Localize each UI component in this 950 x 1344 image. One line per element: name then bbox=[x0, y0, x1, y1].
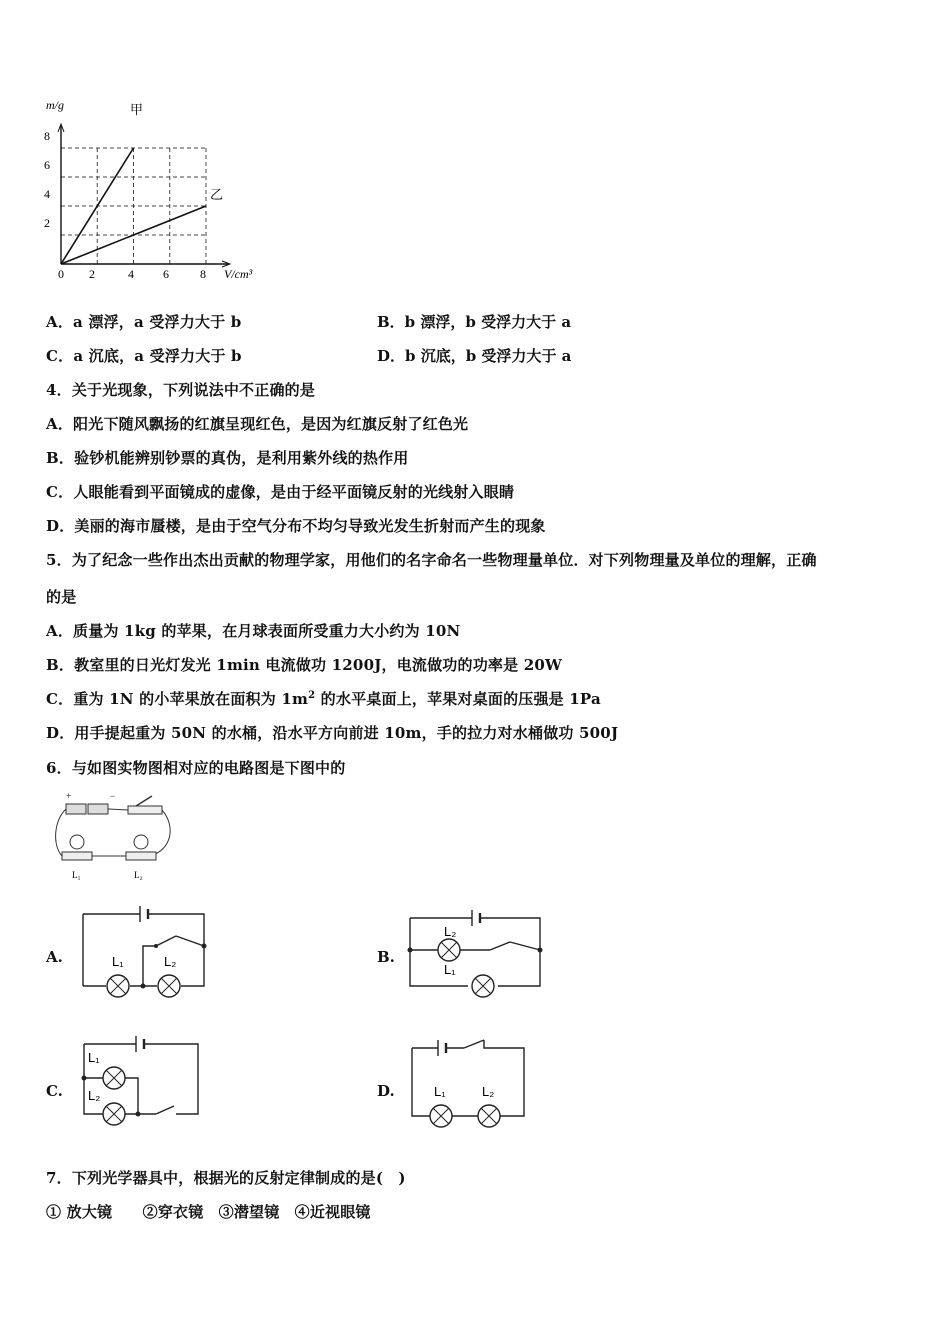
q5-option-d[interactable]: D．用手提起重为 50N 的水桶，沿水平方向前进 10m，手的拉力对水桶做功 500J bbox=[46, 724, 619, 742]
label-l1: L₁ bbox=[88, 1050, 100, 1065]
q5-stem-line2: 的是 bbox=[46, 588, 77, 606]
q5-option-c-post: 的水平桌面上，苹果对桌面的压强是 1Pa bbox=[315, 690, 601, 708]
label-l1: L₁ bbox=[444, 962, 456, 977]
label-l2: L₂ bbox=[164, 954, 177, 969]
q5-stem-line1: 5．为了纪念一些作出杰出贡献的物理学家，用他们的名字命名一些物理量单位．对下列物理量及单位的理解，正确 bbox=[46, 551, 817, 569]
q6-stem: 6．与如图实物图相对应的电路图是下图中的 bbox=[46, 759, 346, 777]
photo-label-l1: L₁ bbox=[72, 870, 81, 880]
q7-stem: 7．下列光学器具中，根据光的反射定律制成的是( ) bbox=[46, 1169, 406, 1187]
lamp-l1-icon bbox=[472, 975, 494, 997]
battery-pack-icon bbox=[66, 791, 115, 814]
q7-options[interactable]: ① 放大镜 ②穿衣镜 ③潜望镜 ④近视眼镜 bbox=[46, 1203, 371, 1221]
switch-icon bbox=[128, 796, 162, 814]
q5-option-c[interactable] bbox=[46, 688, 601, 709]
graph-xlabel: V/cm³ bbox=[224, 267, 253, 281]
mass-volume-graph bbox=[30, 92, 270, 292]
svg-text:+: + bbox=[66, 791, 72, 801]
physical-circuit-photo bbox=[48, 790, 178, 885]
x-tick-2: 2 bbox=[89, 267, 95, 281]
lamp-l2-icon bbox=[103, 1103, 125, 1125]
circuit-diagram-d[interactable] bbox=[404, 1034, 534, 1130]
svg-text:−: − bbox=[110, 791, 116, 801]
x-tick-0: 0 bbox=[58, 267, 64, 281]
y-tick-6: 6 bbox=[44, 158, 50, 172]
y-tick-4: 4 bbox=[44, 187, 50, 201]
q6-option-c-label[interactable]: C. bbox=[46, 1082, 63, 1100]
q3-option-c[interactable]: C．a 沉底，a 受浮力大于 b bbox=[46, 347, 242, 365]
q3-option-a[interactable]: A．a 漂浮，a 受浮力大于 b bbox=[46, 313, 242, 331]
q5-option-a[interactable]: A．质量为 1kg 的苹果，在月球表面所受重力大小约为 10N bbox=[46, 622, 461, 640]
q3-option-b[interactable]: B．b 漂浮，b 受浮力大于 a bbox=[377, 313, 572, 331]
lamp-l2-icon bbox=[478, 1105, 500, 1127]
bulb-l1-icon bbox=[62, 835, 92, 860]
circuit-diagram-c[interactable] bbox=[78, 1030, 206, 1130]
q6-option-b-label[interactable]: B. bbox=[377, 948, 395, 966]
q4-stem: 4．关于光现象，下列说法中不正确的是 bbox=[46, 381, 316, 399]
lamp-l1-icon bbox=[430, 1105, 452, 1127]
label-l1: L₁ bbox=[112, 954, 124, 969]
q3-option-d[interactable]: D．b 沉底，b 受浮力大于 a bbox=[377, 347, 572, 365]
q5-option-c-sup: 2 bbox=[308, 690, 316, 701]
graph-line-label-jia: 甲 bbox=[130, 102, 144, 117]
q6-option-a-label[interactable]: A. bbox=[46, 948, 63, 966]
label-l2: L₂ bbox=[88, 1088, 101, 1103]
lamp-l2-icon bbox=[158, 975, 180, 997]
q4-option-c[interactable]: C．人眼能看到平面镜成的虚像，是由于经平面镜反射的光线射入眼睛 bbox=[46, 483, 515, 501]
lamp-l1-icon bbox=[107, 975, 129, 997]
q6-option-d-label[interactable]: D. bbox=[377, 1082, 395, 1100]
circuit-diagram-a[interactable] bbox=[78, 900, 213, 1000]
q4-option-d[interactable]: D．美丽的海市蜃楼，是由于空气分布不均匀导致光发生折射而产生的现象 bbox=[46, 517, 546, 535]
q5-option-b[interactable]: B．教室里的日光灯发光 1min 电流做功 1200J，电流做功的功率是 20W bbox=[46, 656, 563, 674]
q5-option-c-pre: C．重为 1N 的小苹果放在面积为 1m bbox=[46, 690, 309, 708]
lamp-l1-icon bbox=[103, 1067, 125, 1089]
graph-ylabel: m/g bbox=[46, 98, 64, 112]
x-tick-4: 4 bbox=[128, 267, 134, 281]
label-l2: L₂ bbox=[444, 924, 457, 939]
label-l2: L₂ bbox=[482, 1084, 495, 1099]
x-tick-6: 6 bbox=[163, 267, 169, 281]
photo-label-l2: L₂ bbox=[134, 870, 143, 880]
graph-line-label-yi: 乙 bbox=[210, 187, 224, 202]
bulb-l2-icon bbox=[126, 835, 156, 860]
x-tick-8: 8 bbox=[200, 267, 206, 281]
y-tick-8: 8 bbox=[44, 129, 50, 143]
lamp-l2-icon bbox=[438, 939, 460, 961]
label-l1: L₁ bbox=[434, 1084, 446, 1099]
q4-option-b[interactable]: B．验钞机能辨别钞票的真伪，是利用紫外线的热作用 bbox=[46, 449, 409, 467]
y-tick-2: 2 bbox=[44, 216, 50, 230]
q4-option-a[interactable]: A．阳光下随风飘扬的红旗呈现红色，是因为红旗反射了红色光 bbox=[46, 415, 469, 433]
circuit-diagram-b[interactable] bbox=[404, 906, 554, 1002]
